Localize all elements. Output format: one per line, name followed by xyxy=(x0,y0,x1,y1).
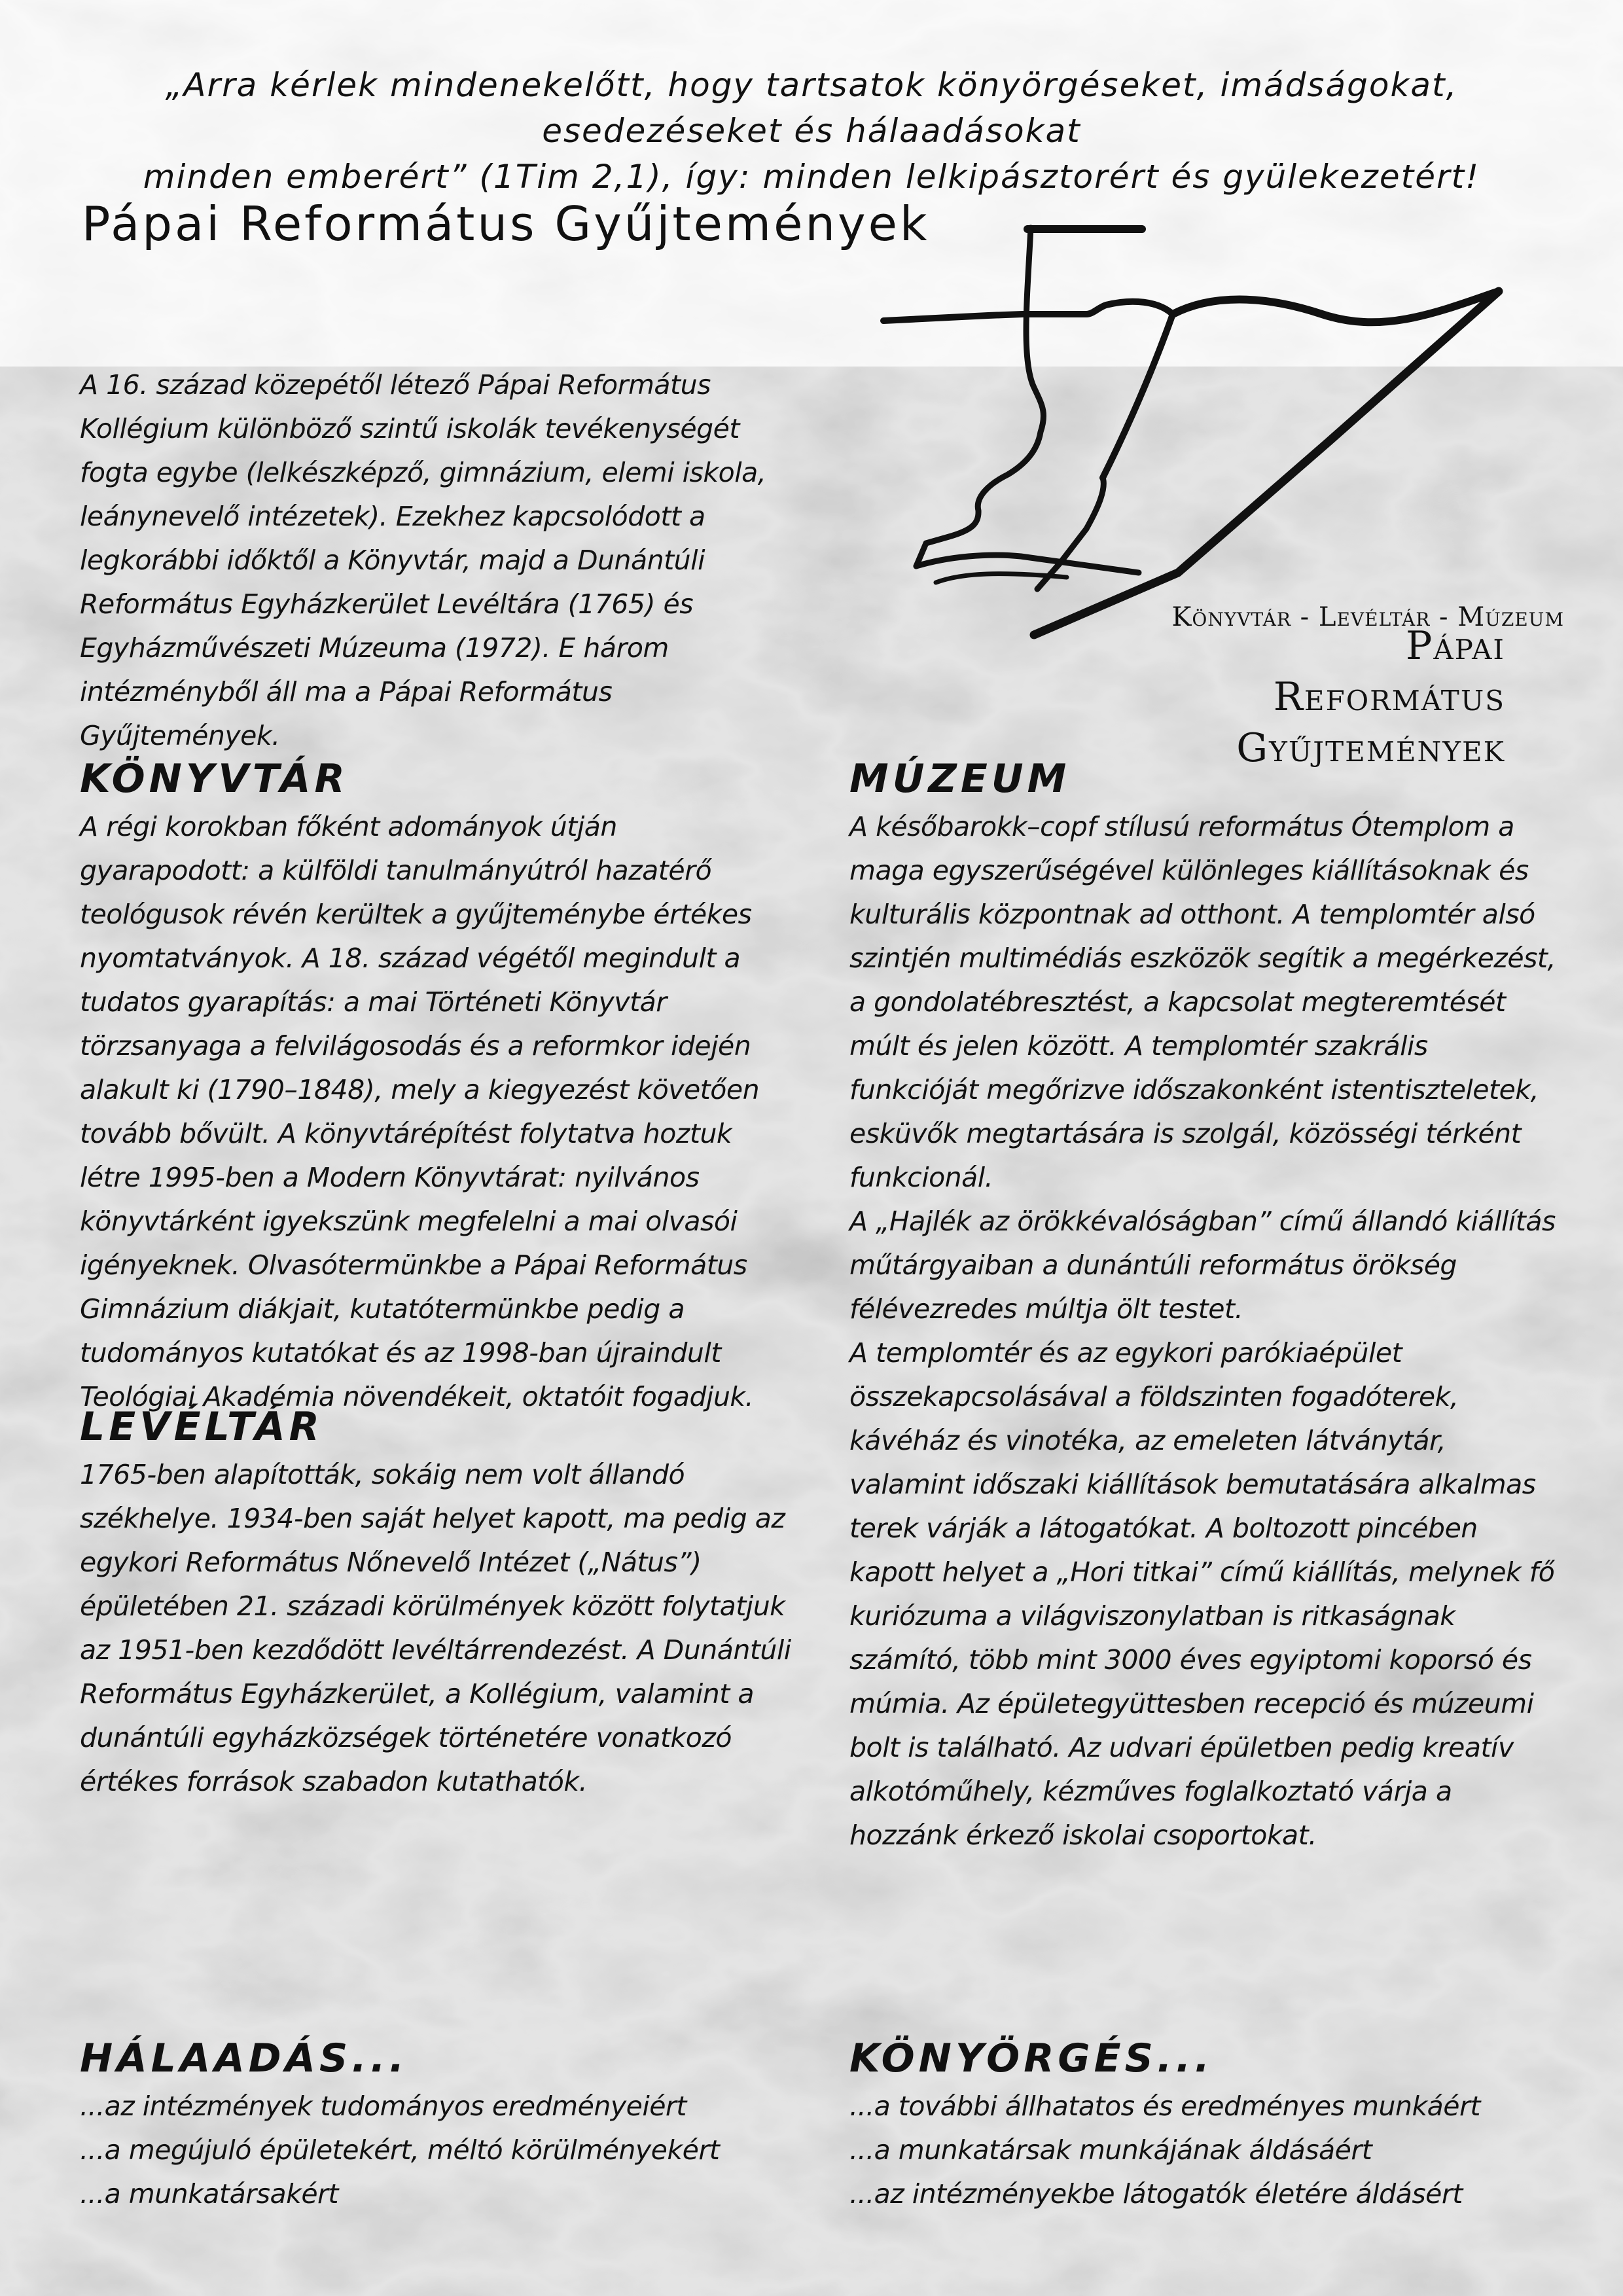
quote-line-2: minden emberért” (1Tim 2,1), így: minden lelkipásztorért és gyülekezetért! xyxy=(143,158,1480,196)
prayer-list xyxy=(849,2085,1563,2216)
section-heading: KÖNYÖRGÉS... xyxy=(849,2036,1214,2081)
bible-quote xyxy=(65,62,1558,200)
section-heading: LEVÉLTÁR xyxy=(80,1404,323,1450)
list-item: ...az intézmények tudományos eredményeiért xyxy=(80,2090,687,2122)
list-item: ...a munkatársakért xyxy=(80,2178,338,2210)
list-item: ...a megújuló épületekért, méltó körülményekért xyxy=(80,2134,720,2166)
page-title: Pápai Református Gyűjtemények xyxy=(82,196,930,251)
thanksgiving-list xyxy=(80,2085,793,2216)
logo-line-2: Református xyxy=(1273,674,1505,720)
logo-line-3: Gyűjtemények xyxy=(1236,725,1505,771)
list-item: ...a munkatársak munkájának áldásáért xyxy=(849,2134,1372,2166)
list-item: ...az intézményekbe látogatók életére áldásért xyxy=(849,2178,1463,2210)
section-text: 1765-ben alapították, sokáig nem volt állandó székhelye. 1934-ben saját helyet kapott, ma pedig az egykori Református Nőnevelő Intézet („Nátus”) épületében 21. századi körülmények között folytatjuk az 1951-ben kezdődött levéltárrendezést. A Dunántúli Református Egyházkerület, a Kollégium, valamint a dunántúli egyházközségek történetére vonatkozó értékes források szabadon kutathatók. xyxy=(80,1459,791,1797)
section-heading: MÚZEUM xyxy=(849,756,1071,802)
list-item: ...a további állhatatos és eredményes munkáért xyxy=(849,2090,1480,2122)
quote-line-1: „Arra kérlek mindenekelőtt, hogy tartsatok könyörgéseket, imádságokat, esedezéseket és hálaadásokat xyxy=(165,66,1458,150)
logo-line-1: Pápai xyxy=(1405,623,1505,669)
section-konyvtar xyxy=(80,753,793,1419)
section-text-3: A templomtér és az egykori parókiaépület összekapcsolásával a földszinten fogadóterek, kávéház és vinotéka, az emeleten látványtár, valamint időszaki kiállítások bemutatására alkalmas terek várják a látogatókat. A boltozott pincében kapott helyet a „Hori titkai” című kiállítás, melynek fő kuriózuma a világviszonylatban is ritkaságnak számító, több mint 3000 éves egyiptomi koporsó és múmia. Az épületegyüttesben recepció és múzeumi bolt is található. Az udvari épületben pedig kreatív alkotóműhely, kézműves foglalkoztató várja a hozzánk érkező iskolai csoportokat. xyxy=(849,1337,1555,1851)
section-muzeum xyxy=(849,753,1563,1857)
section-text: A régi korokban főként adományok útján gyarapodott: a külföldi tanulmányútról hazatérő teológusok révén kerültek a gyűjteménybe értékes nyomtatványok. A 18. század végétől megindult a tudatos gyarapítás: a mai Történeti Könyvtár törzsanyaga a felvilágosodás és a reformkor idején alakult ki (1790–1848), mely a kiegyezést követően tovább bővült. A könyvtárépítést folytatva hoztuk létre 1995-ben a Modern Könyvtárat: nyilvános könyvtárként igyekszünk megfelelni a mai olvasói igényeknek. Olvasótermünkbe a Pápai Református Gimnázium diákjait, kutatótermünkbe pedig a tudományos kutatókat és az 1998-ban újraindult Teológiai Akadémia növendékeit, oktatóit fogadjuk. xyxy=(80,811,760,1412)
section-konyorges xyxy=(849,2032,1563,2216)
section-heading: HÁLAADÁS... xyxy=(80,2036,408,2081)
intro-paragraph: A 16. század közepétől létező Pápai Református Kollégium különböző szintű iskolák tevékenységét fogta egybe (lelkészképző, gimnázium, elemi iskola, leánynevelő intézetek). Ezekhez kapcsolódott a legkorábbi időktől a Könyvtár, majd a Dunántúli Református Egyházkerület Levéltára (1765) és Egyházművészeti Múzeuma (1972). E három intézményből áll ma a Pápai Református Gyűjtemények. xyxy=(80,369,766,751)
section-leveltar xyxy=(80,1401,793,1804)
section-text-2: A „Hajlék az örökkévalóságban” című állandó kiállítás műtárgyaiban a dunántúli református örökség félévezredes múltja ölt testet. xyxy=(849,1206,1556,1325)
section-heading: KÖNYVTÁR xyxy=(80,756,349,802)
section-halaadas xyxy=(80,2032,793,2216)
logo-subtitle: Könyvtár - Levéltár - Múzeum xyxy=(1171,602,1564,632)
section-text-1: A későbarokk–copf stílusú református Ótemplom a maga egyszerűségével különleges kiállításoknak és kulturális központnak ad otthont. A templomtér alsó szintjén multimédiás eszközök segítik a megérkezést, a gondolatébresztést, a kapcsolat megteremtését múlt és jelen között. A templomtér szakrális funkcióját megőrizve időszakonként istentiszteletek, esküvők megtartására is szolgál, közösségi térként funkcionál. xyxy=(849,811,1556,1193)
